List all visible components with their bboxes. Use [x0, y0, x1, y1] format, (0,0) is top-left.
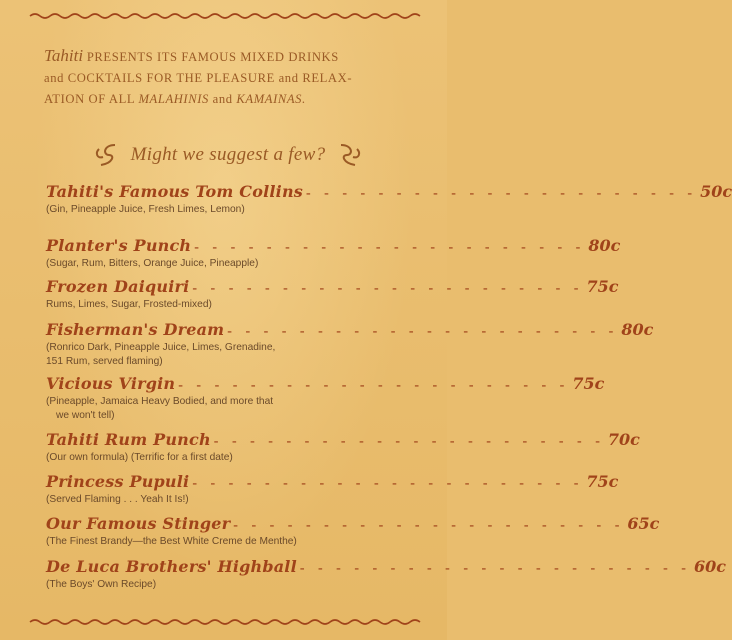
item-description-line-2: 151 Rum, served flaming)	[46, 356, 163, 367]
item-description: (The Boys' Own Recipe)	[46, 579, 157, 590]
menu-item	[46, 514, 660, 549]
item-name: Our Famous Stinger	[46, 514, 231, 533]
menu-item	[46, 557, 726, 592]
intro-text	[44, 45, 414, 110]
item-price: 80c	[588, 236, 621, 255]
item-description: (Our own formula) (Terrific for a first date)	[46, 452, 233, 463]
menu-item	[46, 374, 605, 423]
intro-line-2: and COCKTAILS FOR THE PLEASURE and RELAX-	[44, 71, 353, 85]
item-name: Tahiti Rum Punch	[46, 430, 211, 449]
menu-item	[46, 277, 619, 312]
item-description-line-1: (Ronrico Dark, Pineapple Juice, Limes, Grenadine,	[46, 342, 276, 353]
intro-and: and	[212, 92, 233, 106]
leader-dots: - - - - - - - - - - - - - - - - - - - - - -	[194, 240, 586, 255]
decorative-border-bottom	[30, 618, 425, 626]
item-price: 60c	[693, 557, 726, 576]
item-price: 50c	[700, 182, 732, 201]
item-name: Frozen Daiquiri	[46, 277, 190, 296]
item-description	[46, 395, 408, 423]
item-name: Fisherman's Dream	[46, 320, 225, 339]
intro-line-1: PRESENTS ITS FAMOUS MIXED DRINKS	[86, 50, 339, 64]
menu-item	[46, 182, 732, 217]
item-description: (Sugar, Rum, Bitters, Orange Juice, Pineapple)	[46, 258, 259, 269]
leader-dots: - - - - - - - - - - - - - - - - - - - - - -	[233, 518, 625, 533]
item-description	[46, 341, 408, 369]
suggest-text: Might we suggest a few?	[130, 144, 326, 165]
menu-item	[46, 320, 654, 369]
item-name: Princess Pupuli	[46, 472, 190, 491]
item-description-line-1: (Pineapple, Jamaica Heavy Bodied, and more that	[46, 396, 274, 407]
item-price: 75c	[572, 374, 605, 393]
item-description: (Gin, Pineapple Juice, Fresh Limes, Lemon)	[46, 204, 245, 215]
item-name: De Luca Brothers' Highball	[46, 557, 297, 576]
flourish-left-icon	[93, 141, 121, 169]
item-description-line-2: we won't tell)	[56, 410, 115, 421]
intro-line-3a: ATION OF ALL	[44, 92, 135, 106]
item-price: 75c	[586, 472, 619, 491]
item-description: Rums, Limes, Sugar, Frosted-mixed)	[46, 299, 212, 310]
leader-dots: - - - - - - - - - - - - - - - - - - - - - -	[192, 281, 584, 296]
flourish-right-icon	[335, 141, 363, 169]
item-price: 75c	[586, 277, 619, 296]
menu-item	[46, 430, 640, 465]
item-price: 70c	[607, 430, 640, 449]
intro-malahinis: MALAHINIS	[138, 92, 209, 106]
leader-dots: - - - - - - - - - - - - - - - - - - - - - -	[299, 561, 691, 576]
decorative-border-top	[30, 12, 425, 20]
leader-dots: - - - - - - - - - - - - - - - - - - - - - -	[306, 186, 698, 201]
item-name: Vicious Virgin	[46, 374, 176, 393]
leader-dots: - - - - - - - - - - - - - - - - - - - - - -	[192, 476, 584, 491]
menu-item	[46, 236, 621, 271]
item-name: Tahiti's Famous Tom Collins	[46, 182, 303, 201]
leader-dots: - - - - - - - - - - - - - - - - - - - - - -	[227, 324, 619, 339]
item-price: 80c	[621, 320, 654, 339]
leader-dots: - - - - - - - - - - - - - - - - - - - - - -	[213, 434, 605, 449]
leader-dots: - - - - - - - - - - - - - - - - - - - - - -	[178, 378, 570, 393]
item-description: (The Finest Brandy—the Best White Creme de Menthe)	[46, 536, 297, 547]
brand-name: Tahiti	[44, 46, 84, 65]
intro-kamainas: KAMAINAS.	[236, 92, 306, 106]
menu-item	[46, 472, 619, 507]
item-description: (Served Flaming . . . Yeah It Is!)	[46, 494, 189, 505]
item-price: 65c	[627, 514, 660, 533]
item-name: Planter's Punch	[46, 236, 192, 255]
suggest-heading	[78, 140, 378, 170]
